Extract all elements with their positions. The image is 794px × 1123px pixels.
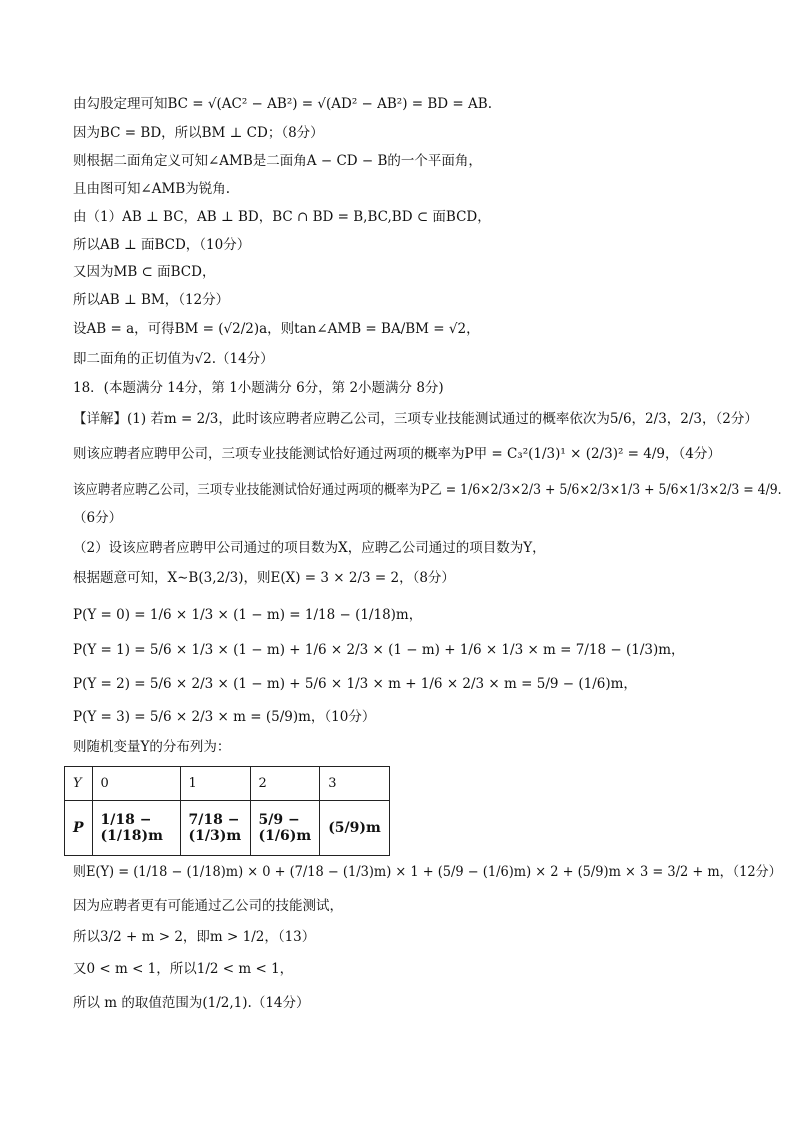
text-line: P(Y = 3) = 5/6 × 2/3 × m = (5/9)m，（10分） — [73, 709, 376, 725]
table-cell: 1/18 − (1/18)m — [92, 801, 180, 856]
text-line: 则根据二面角定义可知∠AMB是二面角A − CD − B的一个平面角， — [73, 153, 482, 169]
text-line: 即二面角的正切值为√2.（14分） — [73, 351, 274, 367]
text-line: （6分） — [73, 510, 123, 526]
table-cell: (5/9)m — [320, 801, 390, 856]
text-line: 且由图可知∠AMB为锐角. — [73, 181, 231, 197]
text-line: 所以AB ⊥ 面BCD，（10分） — [73, 237, 251, 253]
table-header-row — [65, 767, 390, 801]
text-line: 18．(本题满分 14分，第 1小题满分 6分，第 2小题满分 8分) — [73, 380, 444, 396]
text-line: 由勾股定理可知BC = √(AC² − AB²) = √(AD² − AB²) = BD = AB. — [73, 96, 492, 112]
distribution-table — [64, 766, 390, 856]
text-line: 所以3/2 + m > 2，即m > 1/2，（13） — [73, 929, 316, 945]
text-line: 所以AB ⊥ BM，（12分） — [73, 292, 230, 308]
text-line: （2）设该应聘者应聘甲公司通过的项目数为X，应聘乙公司通过的项目数为Y， — [73, 540, 546, 556]
text-line: 又因为MB ⊂ 面BCD， — [73, 264, 216, 280]
table-cell: 2 — [250, 767, 320, 801]
text-line: 所以 m 的取值范围为(1/2,1).（14分） — [73, 995, 310, 1011]
table-cell: 7/18 − (1/3)m — [180, 801, 250, 856]
text-line: 【详解】(1) 若m = 2/3，此时该应聘者应聘乙公司，三项专业技能测试通过的概率依次为5/6，2/3，2/3，（2分） — [73, 411, 758, 427]
text-line: 设AB = a，可得BM = (√2/2)a，则tan∠AMB = BA/BM = √2， — [73, 321, 480, 337]
text-line: 根据题意可知，X∼B(3,2/3)，则E(X) = 3 × 2/3 = 2，（8分） — [73, 570, 455, 586]
text-line: 因为BC = BD，所以BM ⊥ CD；（8分） — [73, 125, 324, 141]
text-line: 则随机变量Y的分布列为： — [73, 739, 231, 755]
text-line: P(Y = 0) = 1/6 × 1/3 × (1 − m) = 1/18 − (1/18)m， — [73, 607, 423, 623]
table-cell: Y — [65, 767, 93, 801]
table-cell: P — [65, 801, 93, 856]
text-line: 又0 < m < 1，所以1/2 < m < 1， — [73, 961, 294, 977]
table-cell: 3 — [320, 767, 390, 801]
text-line: P(Y = 1) = 5/6 × 1/3 × (1 − m) + 1/6 × 2/3 × (1 − m) + 1/6 × 1/3 × m = 7/18 − (1/3)m， — [73, 642, 685, 658]
text-line: 则该应聘者应聘甲公司，三项专业技能测试恰好通过两项的概率为P甲 = C₃²(1/3)¹ × (2/3)² = 4/9，（4分） — [73, 446, 721, 462]
text-line: 则E(Y) = (1/18 − (1/18)m) × 0 + (7/18 − (1/3)m) × 1 + (5/9 − (1/6)m) × 2 + (5/9)m × 3 = 3/2 + m，（12分） — [73, 864, 782, 880]
table-row — [65, 801, 390, 856]
table-cell: 0 — [92, 767, 180, 801]
table-cell: 1 — [180, 767, 250, 801]
table-cell: 5/9 − (1/6)m — [250, 801, 320, 856]
text-line: 因为应聘者更有可能通过乙公司的技能测试， — [73, 898, 343, 914]
text-line: 由（1）AB ⊥ BC，AB ⊥ BD，BC ∩ BD = B,BC,BD ⊂ 面BCD， — [73, 209, 491, 225]
text-line: 该应聘者应聘乙公司，三项专业技能测试恰好通过两项的概率为P乙 = 1/6×2/3×2/3 + 5/6×2/3×1/3 + 5/6×1/3×2/3 = 4/9. — [73, 482, 782, 498]
text-line: P(Y = 2) = 5/6 × 2/3 × (1 − m) + 5/6 × 1/3 × m + 1/6 × 2/3 × m = 5/9 − (1/6)m， — [73, 676, 637, 692]
